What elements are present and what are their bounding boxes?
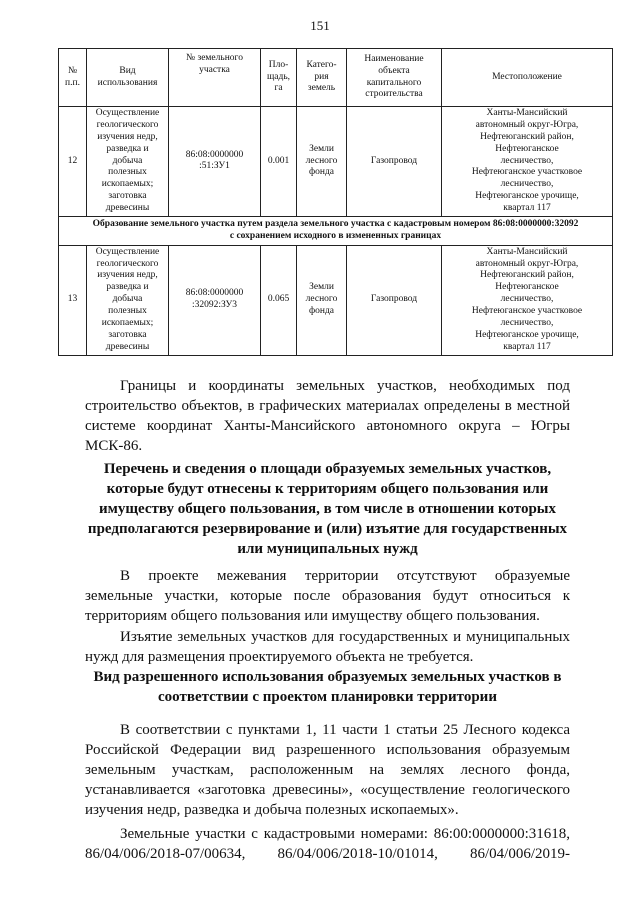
cell-area: 0.001 <box>261 107 297 217</box>
cell-object: Газопровод <box>347 245 442 355</box>
cadastral-numbers-paragraph: Земельные участки с кадастровыми номерами: 86:00:0000000:31618, 86/04/006/2018-07/00634, 86/04/006/2018-10/01014, 86/04/006/2019- <box>85 826 570 862</box>
no-public-plots-paragraph: В проекте межевания территории отсутствуют образуемые земельные участки, которые после образования будут относиться к территориям общего пользования или имуществу общего пользования. <box>85 568 570 624</box>
table-header-row <box>59 49 613 107</box>
table-row <box>59 107 613 217</box>
cell-location: Ханты-Мансийский автономный округ-Югра, Нефтеюганский район, Нефтеюганское лесничество, Нефтеюганское участковое лесничество, Нефтеюганское урочище, квартал 117 <box>442 107 613 217</box>
cell-cadastral: 86:08:0000000 :51:ЗУ1 <box>169 107 261 217</box>
table-span-row <box>59 216 613 245</box>
cell-cadastral: 86:08:0000000 :32092:ЗУ3 <box>169 245 261 355</box>
section-heading-permitted-use: Вид разрешенного использования образуемых земельных участков в соответствии с проектом планировки территории <box>93 669 562 705</box>
page-number: 151 <box>310 18 330 33</box>
header-category: Катего- рия земель <box>297 49 347 107</box>
cell-use: Осуществление геологического изучения недр, разведка и добыча полезных ископаемых; заготовка древесины <box>87 107 169 217</box>
no-seizure-paragraph: Изъятие земельных участков для государственных и муниципальных нужд для размещения проектируемого объекта не требуется. <box>85 629 570 665</box>
cell-area: 0.065 <box>261 245 297 355</box>
header-location: Местоположение <box>442 49 613 107</box>
land-plots-table <box>58 48 613 356</box>
cell-object: Газопровод <box>347 107 442 217</box>
table-row <box>59 245 613 355</box>
header-num: № п.п. <box>59 49 87 107</box>
permitted-use-paragraph: В соответствии с пунктами 1, 11 части 1 статьи 25 Лесного кодекса Российской Федерации вид разрешенного использования образуемым земельным участкам, расположенным на землях лесного фонда, устанавливается «заготовка древесины», «осуществление геологического изучения недр, разведка и добыча полезных ископаемых». <box>85 722 570 818</box>
header-cadastral: № земельного участка <box>169 49 261 107</box>
cell-num: 12 <box>59 107 87 217</box>
cell-category: Земли лесного фонда <box>297 107 347 217</box>
boundaries-paragraph: Границы и координаты земельных участков, необходимых под строительство объектов, в графических материалах определены в местной системе координат Ханты-Мансийского автономного округа – Югры МСК-86. <box>85 378 570 454</box>
header-area: Пло- щадь, га <box>261 49 297 107</box>
header-use: Вид использования <box>87 49 169 107</box>
section-heading-public-use: Перечень и сведения о площади образуемых земельных участков, которые будут отнесены к территориям общего пользования или имуществу общего пользования, в том числе в отношении которых предполагаются резервирование и (или) изъятие для государственных или муниципальных нужд <box>87 461 568 557</box>
header-object: Наименование объекта капитального строительства <box>347 49 442 107</box>
cell-location: Ханты-Мансийский автономный округ-Югра, Нефтеюганский район, Нефтеюганское лесничество, Нефтеюганское участковое лесничество, Нефтеюганское урочище, квартал 117 <box>442 245 613 355</box>
cell-use: Осуществление геологического изучения недр, разведка и добыча полезных ископаемых; заготовка древесины <box>87 245 169 355</box>
cell-category: Земли лесного фонда <box>297 245 347 355</box>
span-row-text: Образование земельного участка путем раздела земельного участка с кадастровым номером 86:08:0000000:32092 с сохранением исходного в измененных границах <box>59 216 613 245</box>
cell-num: 13 <box>59 245 87 355</box>
